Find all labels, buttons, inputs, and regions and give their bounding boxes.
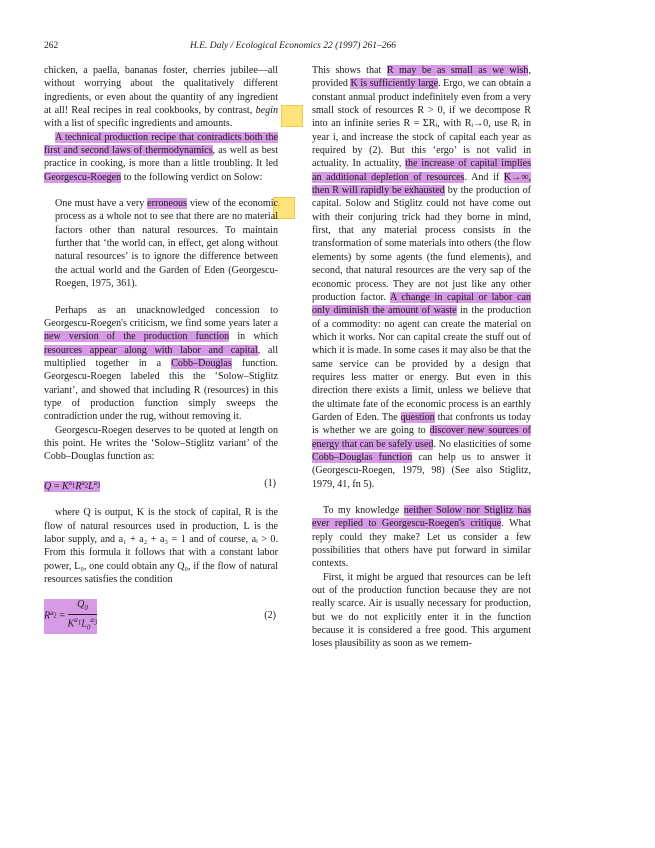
equation-2: $R^{a_2}$ = $\frac{Q_0}{K^{a_1}L_0^{a_3}}$ (2)	[44, 599, 276, 632]
sticky-note-icon[interactable]	[281, 105, 303, 127]
highlight[interactable]: $R^{a_2}$ = $\frac{Q_0}{K^{a_1}L_0^{a_3}}$	[44, 599, 98, 632]
highlight[interactable]: new version of the production function	[44, 331, 230, 343]
paragraph: chicken, a paella, bananas foster, cherries jubilee—all without worrying about the qualitatively different ingredients, or even about the quantity of any ingredient at all! Real recipes in real cookbooks, by contrast, begin with a list of specific ingredients and amounts.	[44, 65, 278, 130]
paragraph: where Q is output, K is the stock of capital, R is the flow of natural resources used in production, L is the labor supply, and a₁ + a₂ + a₃ = 1 and of course, aᵢ > 0. From this formula it follows that with a constant labor power, L₀, one could obtain any Q₀, if the flow of natural resources satisfies the condition	[44, 507, 278, 586]
highlight[interactable]: R may be as small as we wish	[386, 65, 529, 76]
highlight[interactable]: erroneous	[147, 198, 187, 210]
paragraph: A technical production recipe that contradicts both the first and second laws of thermodynamics, as well as best practice in cooking, is more than a little troubling. It led Georgescu-Roegen to the following verdict on Solow:	[44, 131, 278, 183]
highlight[interactable]: K→∞, then R will rapidly be exhausted	[312, 171, 531, 197]
highlight[interactable]: resources appear along with labor and capital	[44, 344, 258, 356]
highlight[interactable]: K is sufficiently large	[350, 78, 439, 90]
highlight[interactable]: Cobb–Douglas function	[312, 451, 413, 463]
highlight[interactable]: question	[400, 411, 435, 423]
right-column	[312, 64, 531, 651]
highlight[interactable]: the increase of capital implies an additional depletion of resources	[312, 158, 531, 183]
block-quote: One must have a very erroneous view of the economic process as a whole not to see that there are no material factors other than natural resources. To maintain further that ‘the world can, in effect, get along without natural resources’ is to ignore the difference between the actual world and the Garden of Eden (Georgescu-Roegen, 1975, 361).	[55, 198, 278, 290]
equation-1: $Q = K^{a_1}R^{a_2}L^{a_3}$ (1)	[44, 477, 276, 492]
page-number: 262	[44, 41, 59, 51]
highlight[interactable]: Georgescu-Roegen	[44, 171, 122, 183]
highlight[interactable]: Cobb–Douglas	[171, 357, 232, 369]
paragraph: Perhaps as an unacknowledged concession to Georgescu-Roegen's criticism, we find some years later a new version of the production function in which resources appear along with labor and capital, all multiplied together in a Cobb–Douglas function. Georgescu-Roegen labeled this the ‘Solow–Stiglitz variant’, and showed that including R (resources) in this type of production function simply sweeps the contradiction under the rug, without removing it.	[44, 304, 279, 423]
paragraph: First, it might be argued that resources can be left out of the production function because they are not really scarce. Air is usually necessary for production, but we do not explicitly enter it in the function because it is considered a free good. This argument loses plausibility as soon as we remem-	[312, 571, 531, 650]
highlight[interactable]: discover new sources of energy that can be safely used	[312, 425, 531, 450]
paragraph: Georgescu-Roegen deserves to be quoted at length on this point. He writes the ‘Solow–Stiglitz variant’ of the Cobb–Douglas function as:	[44, 424, 278, 463]
highlight[interactable]: neither Solow nor Stiglitz has ever replied to Georgescu-Roegen's critique	[312, 505, 532, 530]
highlight[interactable]: A technical production recipe that contradicts both the first and second laws of thermodynamics	[44, 131, 278, 157]
paragraph: This shows that R may be as small as we wish, provided K is sufficiently large. Ergo, we can obtain a constant annual product indefinitely even from a very small stock of resources R > 0, if we decompose R into an infinite series R = ΣRᵢ, with Rᵢ→0, use Rᵢ in year i, and increase the stock of capital each year as required by (2). But this ‘ergo’ is not valid in actuality. In actuality, the increase of capital implies an additional depletion of resources. And if K→∞, then R will rapidly be exhausted by the production of capital. Solow and Stiglitz could not have come out with their conjuring trick had they borne in mind, first, that any material process consists in the transformation of some materials into others (the flow elements) by some agents (the fund elements), and second, that natural resources are the very sap of the economic process. They are not just like any other production factor. A change in capital or labor can only diminish the amount of waste in the production of a commodity: no agent can create the material on which it works. Nor can capital create the stuff out of which it is made. In some cases it may also be that the same service can be provided by a design that requires less matter or energy. But even in this direction there exists a limit, unless we believe that the ultimate fate of the economic process is an earthly Garden of Eden. The question that confronts us today is whether we are going to discover new sources of energy that can be safely used. No elasticities of some Cobb–Douglas function can help us to answer it (Georgescu-Roegen, 1979, 98) (See also Stiglitz, 1979, 41, fn 5).	[312, 65, 532, 490]
left-column	[44, 64, 278, 633]
paragraph: To my knowledge neither Solow nor Stiglitz has ever replied to Georgescu-Roegen's critique. What reply could they make? Let us consider a few possibilities that others have put forward in similar contexts.	[312, 505, 532, 570]
highlight[interactable]: $Q = K^{a_1}R^{a_2}L^{a_3}$	[44, 478, 101, 492]
running-head: H.E. Daly / Ecological Economics 22 (1997) 261–266	[190, 41, 397, 51]
highlight[interactable]: A change in capital or labor can only diminish the amount of waste	[312, 291, 531, 317]
